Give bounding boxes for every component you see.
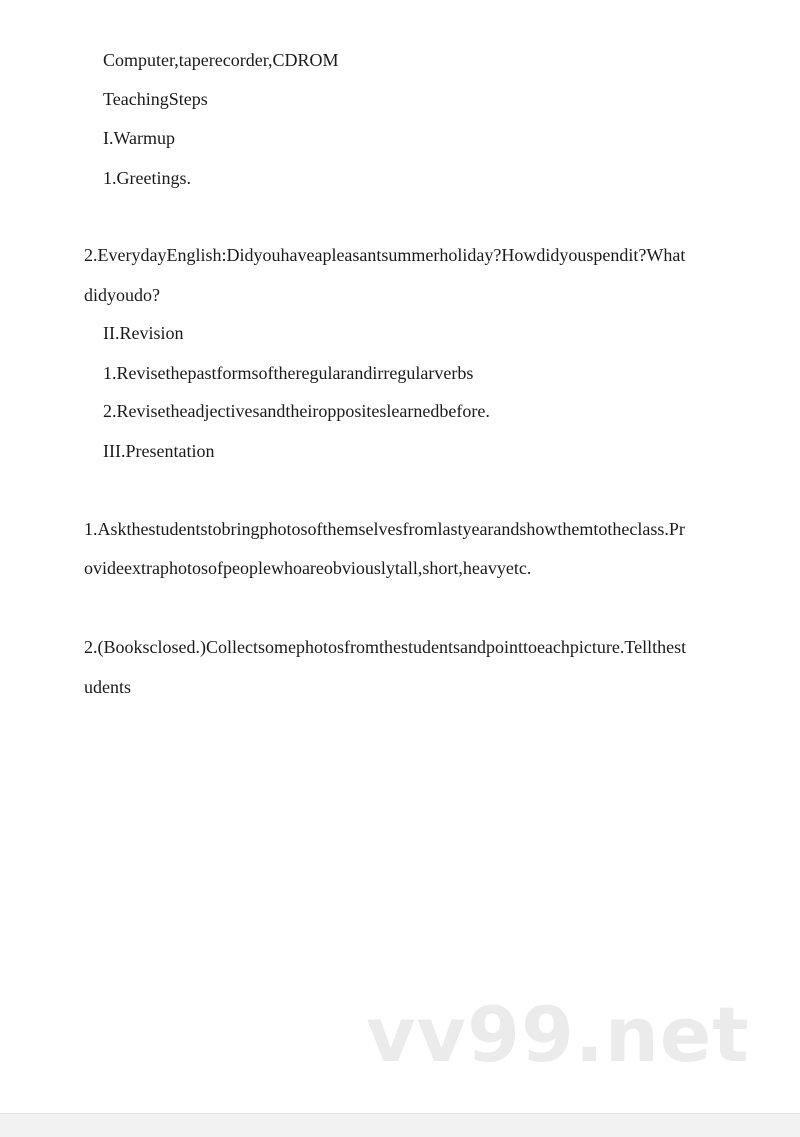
presentation-heading: III.Presentation	[103, 441, 215, 461]
revision-item-2: 2.Revisetheadjectivesandtheiroppositeslearnedbefore.	[103, 401, 490, 421]
presentation-item-1: 1.Askthestudentstobringphotosofthemselvesfromlastyearandshowthemtotheclass.Pr	[84, 519, 685, 539]
presentation-item-2: 2.(Booksclosed.)Collectsomephotosfromthestudentsandpointtoeachpicture.Tellthest	[84, 637, 687, 657]
revision-heading: II.Revision	[103, 323, 184, 343]
teaching-steps-heading: TeachingSteps	[103, 89, 208, 109]
revision-item-1: 1.Revisethepastformsoftheregularandirregularverbs	[103, 363, 474, 383]
everyday-english-item-cont: didyoudo?	[84, 285, 160, 305]
everyday-english-item: 2.EverydayEnglish:Didyouhaveapleasantsummerholiday?Howdidyouspendit?What	[84, 245, 686, 265]
page-bottom-strip	[0, 1113, 800, 1137]
warmup-heading: I.Warmup	[103, 128, 176, 148]
presentation-item-2-cont: udents	[84, 677, 131, 697]
presentation-item-1-cont: ovideextraphotosofpeoplewhoareobviouslytall,short,heavyetc.	[84, 558, 532, 578]
watermark: vv99.net	[366, 990, 750, 1079]
greetings-item: 1.Greetings.	[103, 168, 191, 188]
equipment-line: Computer,taperecorder,CDROM	[103, 50, 339, 70]
